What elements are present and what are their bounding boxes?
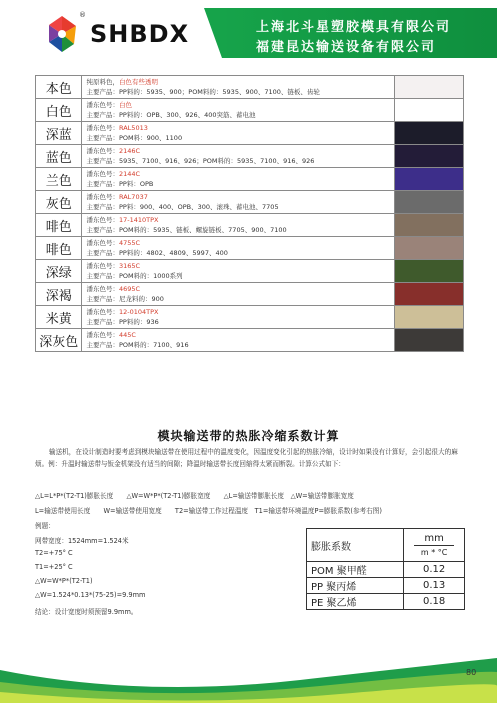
- color-row: [36, 168, 464, 191]
- color-row: [36, 329, 464, 352]
- example-line: T2=+75° C: [35, 549, 73, 557]
- color-code-line: [86, 215, 394, 225]
- unit-bottom: m * °C: [420, 547, 448, 557]
- formula-line: △L=L*P*(T2-T1)膨胀长度 △W=W*P*(T2-T1)膨胀宽度 △L=输送带膨胀长度 △W=输送带膨胀宽度: [35, 492, 354, 500]
- main-products-line: 主要产品：PP料：900、400、OPB、300、滚珠、蓄电池、7705: [86, 203, 279, 211]
- color-info: [82, 191, 395, 214]
- company-logo-icon: [44, 14, 80, 54]
- expansion-coefficient-table: [306, 528, 465, 610]
- color-code: 4755C: [118, 239, 141, 247]
- color-name: 米黄: [36, 306, 82, 329]
- color-info: [82, 99, 395, 122]
- main-products-line: 主要产品：POM料：900、1100: [86, 134, 183, 142]
- color-info: [82, 283, 395, 306]
- main-products-line: 主要产品：尼龙料的：900: [86, 295, 164, 303]
- color-row: [36, 237, 464, 260]
- color-code: 白色: [118, 101, 132, 109]
- color-row: [36, 191, 464, 214]
- color-row: [36, 122, 464, 145]
- color-code: 4695C: [118, 285, 141, 293]
- code-label: 潘东色号：: [86, 262, 119, 270]
- color-info: [82, 145, 395, 168]
- code-label: 潘东色号：: [86, 239, 119, 247]
- code-label: 潘东色号：: [86, 285, 119, 293]
- color-code-line: [86, 77, 394, 87]
- company-name-2: 福建昆达输送设备有限公司: [256, 40, 437, 55]
- color-swatch: [395, 237, 464, 260]
- intro-paragraph: 输送机，在设计制造时要考虑到模块输送带在使用过程中的温度变化，因温度变化引起的热胀冷缩，设计时如果没有计算好，会引起很大的麻烦。例：升温时输送带与钣金机架没有适当的间隙；降温时输送带长度回缩得太紧而断裂。计算公式如下：: [35, 448, 458, 468]
- main-products-line: 主要产品：POM料的：1000系列: [86, 272, 183, 280]
- color-row: [36, 145, 464, 168]
- color-code-line: [86, 100, 394, 110]
- color-code-line: [86, 261, 394, 271]
- color-name: 白色: [36, 99, 82, 122]
- color-row: [36, 306, 464, 329]
- example-label: 例题：: [35, 522, 55, 530]
- color-swatch: [395, 214, 464, 237]
- material-name: POM 聚甲醛: [307, 562, 404, 578]
- color-swatch: [395, 122, 464, 145]
- code-label: 潘东色号：: [86, 331, 119, 339]
- main-products-line: 主要产品：5935、7100、916、926；POM料的：5935、7100、916、926: [86, 157, 315, 165]
- color-code-line: [86, 284, 394, 294]
- color-swatch: [395, 260, 464, 283]
- section-title: 模块输送带的热胀冷缩系数计算: [157, 429, 340, 443]
- color-code: RAL5013: [118, 124, 148, 132]
- color-row: [36, 214, 464, 237]
- color-name: 深褐: [36, 283, 82, 306]
- material-name: PE 聚乙烯: [307, 594, 404, 610]
- material-name: PP 聚丙烯: [307, 578, 404, 594]
- color-swatch: [395, 306, 464, 329]
- main-products-line: 主要产品：POM料的：5935、链板、螺旋链板、7705、900、7100: [86, 226, 287, 234]
- color-code-line: [86, 146, 394, 156]
- color-swatch: [395, 99, 464, 122]
- company-name-1: 上海北斗星塑胶模具有限公司: [256, 20, 452, 35]
- color-code-line: [86, 330, 394, 340]
- code-label: 纯原料色，: [86, 78, 119, 86]
- main-products-line: 主要产品：PP料的：936: [86, 318, 159, 326]
- color-code: 445C: [118, 331, 136, 339]
- code-label: 潘东色号：: [86, 101, 119, 109]
- color-code: 白色有些透明: [118, 78, 158, 86]
- company-banner: [222, 8, 497, 58]
- coef-value: 0.18: [404, 594, 465, 610]
- coef-value: 0.13: [404, 578, 465, 594]
- color-row: [36, 283, 464, 306]
- code-label: 潘东色号：: [86, 193, 119, 201]
- example-line: △W=1.524*0.13*(75-25)=9.9mm: [35, 591, 146, 599]
- color-name: 本色: [36, 76, 82, 99]
- color-info: [82, 122, 395, 145]
- color-code: RAL7037: [118, 193, 148, 201]
- color-name: 啡色: [36, 237, 82, 260]
- formula-line: L=输送带使用长度 W=输送带使用宽度 T2=输送带工作过程温度 T1=输送带环境温度P=膨胀系数(参考右图): [35, 507, 382, 515]
- color-name: 兰色: [36, 168, 82, 191]
- color-swatch: [395, 191, 464, 214]
- color-swatch: [395, 168, 464, 191]
- footer-wave-decoration: [0, 650, 497, 703]
- color-row: [36, 260, 464, 283]
- color-name: 深蓝: [36, 122, 82, 145]
- color-row: [36, 76, 464, 99]
- code-label: 潘东色号：: [86, 308, 119, 316]
- color-swatch: [395, 76, 464, 99]
- color-info: [82, 306, 395, 329]
- color-code: 12-0104TPX: [118, 308, 159, 316]
- main-products-line: 主要产品：PP料的：5935、900；POM料的：5935、900、7100、链板、齿轮: [86, 88, 320, 96]
- color-info: [82, 237, 395, 260]
- brand-name: SHBDX: [90, 20, 190, 48]
- color-code-line: [86, 169, 394, 179]
- color-code-line: [86, 192, 394, 202]
- color-info: [82, 260, 395, 283]
- main-products-line: 主要产品：PP料的：4802、4809、5997、400: [86, 249, 228, 257]
- main-products-line: 主要产品：POM料的：7100、916: [86, 341, 189, 349]
- color-name: 深灰色: [36, 329, 82, 352]
- color-swatch: [395, 283, 464, 306]
- color-swatch: [395, 145, 464, 168]
- code-label: 潘东色号：: [86, 147, 119, 155]
- color-code-line: [86, 307, 394, 317]
- code-label: 潘东色号：: [86, 216, 119, 224]
- example-line: T1=+25° C: [35, 563, 73, 571]
- color-name: 蓝色: [36, 145, 82, 168]
- code-label: 潘东色号：: [86, 170, 119, 178]
- coef-unit: [404, 529, 465, 562]
- color-code-line: [86, 123, 394, 133]
- color-row: [36, 99, 464, 122]
- color-code: 2144C: [118, 170, 141, 178]
- color-name: 啡色: [36, 214, 82, 237]
- color-info: [82, 168, 395, 191]
- color-code: 3165C: [118, 262, 141, 270]
- main-products-line: 主要产品：PP料：OPB: [86, 180, 154, 188]
- color-code: 2146C: [118, 147, 141, 155]
- main-products-line: 主要产品：PP料的：OPB、300、926、400突筋、蓄电池: [86, 111, 256, 119]
- color-name: 深绿: [36, 260, 82, 283]
- color-table: [35, 75, 464, 352]
- page-number: 80: [466, 668, 477, 677]
- registered-mark: ®: [79, 11, 86, 19]
- color-swatch: [395, 329, 464, 352]
- coef-value: 0.12: [404, 562, 465, 578]
- example-line: △W=W*P*(T2-T1): [35, 577, 93, 585]
- color-code: 17-1410TPX: [118, 216, 159, 224]
- conclusion-line: 结论：设计宽度时须预留9.9mm。: [35, 608, 138, 616]
- unit-top: mm: [414, 532, 454, 546]
- page-header: [0, 0, 497, 66]
- color-info: [82, 214, 395, 237]
- color-name: 灰色: [36, 191, 82, 214]
- example-line: 网带宽度：1524mm=1.524米: [35, 537, 129, 545]
- color-info: [82, 76, 395, 99]
- color-code-line: [86, 238, 394, 248]
- coef-header-label: 膨胀系数: [307, 529, 404, 562]
- color-info: [82, 329, 395, 352]
- code-label: 潘东色号：: [86, 124, 119, 132]
